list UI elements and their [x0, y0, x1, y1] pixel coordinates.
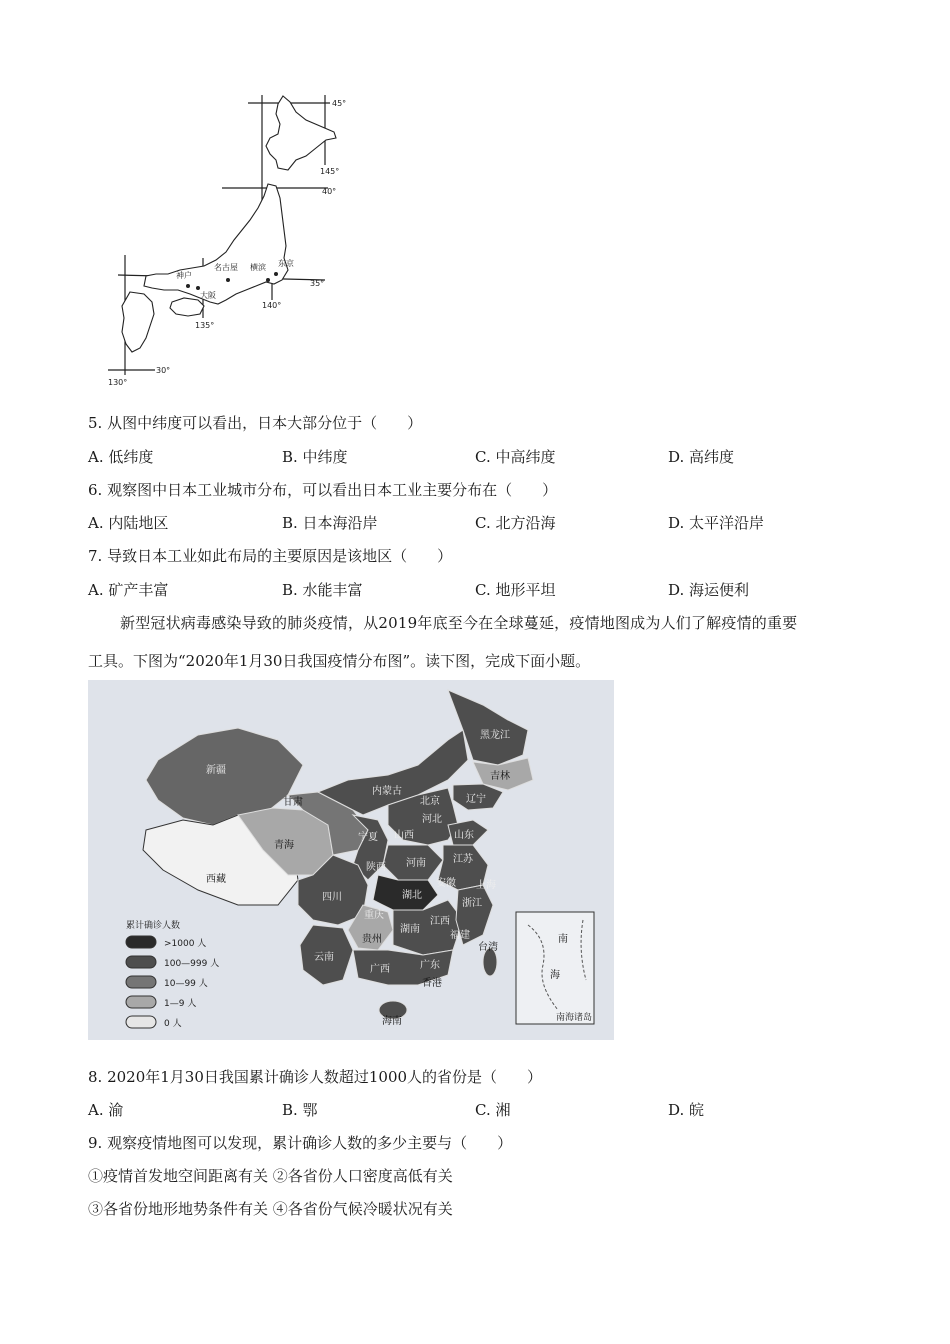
kyushu-island — [122, 292, 154, 352]
tokyo-dot — [274, 272, 278, 276]
question-5-option-d[interactable]: D. 高纬度 — [668, 448, 735, 466]
question-7-option-b[interactable]: B. 水能丰富 — [282, 581, 363, 599]
label-yunnan: 云南 — [314, 952, 334, 963]
japan-map — [100, 90, 360, 395]
label-gansu: 甘肃 — [283, 797, 303, 808]
label-xinjiang: 新疆 — [206, 765, 226, 776]
label-shandong: 山东 — [454, 830, 474, 841]
legend-swatch-1 — [126, 936, 156, 948]
lon-145-label: 145° — [320, 167, 340, 176]
label-chongqing: 重庆 — [364, 910, 384, 921]
yokohama-label: 横滨 — [250, 263, 266, 272]
legend-swatch-5 — [126, 1016, 156, 1028]
label-guangdong: 广东 — [420, 960, 440, 971]
lon-135-label: 135° — [195, 321, 215, 330]
legend-swatch-4 — [126, 996, 156, 1008]
question-9-statements-2: ③各省份地形地势条件有关 ④各省份气候冷暖状况有关 — [88, 1200, 453, 1218]
label-taiwan: 台湾 — [478, 942, 498, 953]
question-9-stem: 9. 观察疫情地图可以发现，累计确诊人数的多少主要与（ ） — [88, 1134, 513, 1152]
label-shanxi: 山西 — [394, 830, 414, 841]
lon-140-label: 140° — [262, 301, 282, 310]
label-jiangxi: 江西 — [430, 916, 450, 927]
legend-label-4: 1—9 人 — [164, 999, 197, 1009]
question-6-option-c[interactable]: C. 北方沿海 — [475, 514, 556, 532]
china-epidemic-map — [88, 680, 614, 1040]
label-beijing: 北京 — [420, 796, 440, 807]
question-8-option-d[interactable]: D. 皖 — [668, 1101, 705, 1119]
label-qinghai: 青海 — [274, 840, 294, 851]
lon-130-label: 130° — [108, 378, 128, 387]
label-jiangsu: 江苏 — [453, 854, 473, 865]
label-hebei: 河北 — [422, 814, 442, 825]
label-anhui: 安徽 — [436, 878, 456, 889]
question-5-option-a[interactable]: A. 低纬度 — [88, 448, 154, 466]
kobe-label: 神户 — [176, 271, 192, 280]
label-jilin: 吉林 — [490, 771, 510, 782]
label-hubei: 湖北 — [402, 890, 422, 901]
intro-line-2: 工具。下图为“2020年1月30日我国疫情分布图”。读下图，完成下面小题。 — [88, 652, 591, 670]
label-fujian: 福建 — [450, 930, 470, 941]
kobe-dot — [186, 284, 190, 288]
legend-title: 累计确诊人数 — [126, 921, 181, 931]
question-8-stem: 8. 2020年1月30日我国累计确诊人数超过1000人的省份是（ ） — [88, 1068, 543, 1086]
tokyo-label: 东京 — [278, 259, 294, 268]
question-8-option-b[interactable]: B. 鄂 — [282, 1101, 318, 1119]
nagoya-dot — [226, 278, 230, 282]
label-neimenggu: 内蒙古 — [372, 786, 402, 797]
question-6-option-b[interactable]: B. 日本海沿岸 — [282, 514, 378, 532]
yokohama-dot — [266, 278, 270, 282]
question-7-option-c[interactable]: C. 地形平坦 — [475, 581, 556, 599]
question-8-option-c[interactable]: C. 湘 — [475, 1101, 511, 1119]
south-china-sea-inset — [516, 912, 594, 1024]
label-zhejiang: 浙江 — [462, 898, 482, 909]
label-sichuan: 四川 — [322, 892, 342, 903]
legend-label-5: 0 人 — [164, 1019, 182, 1029]
legend-swatch-3 — [126, 976, 156, 988]
legend-swatch-2 — [126, 956, 156, 968]
intro-line-1: 新型冠状病毒感染导致的肺炎疫情，从2019年底至今在全球蔓延，疫情地图成为人们了解疫情的重要 — [120, 614, 798, 632]
lat-35-label: 35° — [310, 279, 325, 288]
question-5-stem: 5. 从图中纬度可以看出，日本大部分位于（ ） — [88, 414, 423, 432]
osaka-dot — [196, 286, 200, 290]
lat-30-label: 30° — [156, 366, 171, 375]
honshu-island — [144, 184, 288, 304]
inset-label-sea2: 海 — [550, 970, 560, 981]
legend-label-3: 10—99 人 — [164, 979, 208, 989]
label-hunan: 湖南 — [400, 924, 420, 935]
inset-label-sea1: 南 — [558, 934, 568, 945]
question-6-option-a[interactable]: A. 内陆地区 — [88, 514, 169, 532]
label-liaoning: 辽宁 — [466, 794, 486, 805]
question-8-option-a[interactable]: A. 渝 — [88, 1101, 124, 1119]
question-7-option-a[interactable]: A. 矿产丰富 — [88, 581, 169, 599]
nagoya-label: 名古屋 — [214, 263, 238, 272]
question-5-option-c[interactable]: C. 中高纬度 — [475, 448, 556, 466]
question-6-stem: 6. 观察图中日本工业城市分布，可以看出日本工业主要分布在（ ） — [88, 481, 558, 499]
question-7-option-d[interactable]: D. 海运便利 — [668, 581, 750, 599]
label-guizhou: 贵州 — [362, 934, 382, 945]
label-shaanxi: 陕西 — [366, 862, 386, 873]
inset-frame — [516, 912, 594, 1024]
legend-label-2: 100—999 人 — [164, 959, 220, 969]
label-xizang: 西藏 — [206, 874, 226, 885]
label-heilongjiang: 黑龙江 — [480, 730, 510, 741]
question-5-option-b[interactable]: B. 中纬度 — [282, 448, 348, 466]
label-ningxia: 宁夏 — [358, 832, 378, 843]
inset-caption: 南海诸岛 — [556, 1013, 593, 1023]
label-shanghai: 上海 — [476, 880, 496, 891]
label-guangxi: 广西 — [370, 964, 390, 975]
label-henan: 河南 — [406, 858, 426, 869]
osaka-label: 大阪 — [200, 291, 216, 300]
question-9-statements-1: ①疫情首发地空间距离有关 ②各省份人口密度高低有关 — [88, 1167, 453, 1185]
lat-40-label: 40° — [322, 187, 337, 196]
legend-label-1: >1000 人 — [164, 939, 207, 949]
lat-45-label: 45° — [332, 99, 347, 108]
question-7-stem: 7. 导致日本工业如此布局的主要原因是该地区（ ） — [88, 547, 453, 565]
label-hainan: 海南 — [382, 1016, 402, 1027]
question-6-option-d[interactable]: D. 太平洋沿岸 — [668, 514, 765, 532]
label-xianggang: 香港 — [422, 978, 442, 989]
shikoku-island — [170, 298, 204, 316]
